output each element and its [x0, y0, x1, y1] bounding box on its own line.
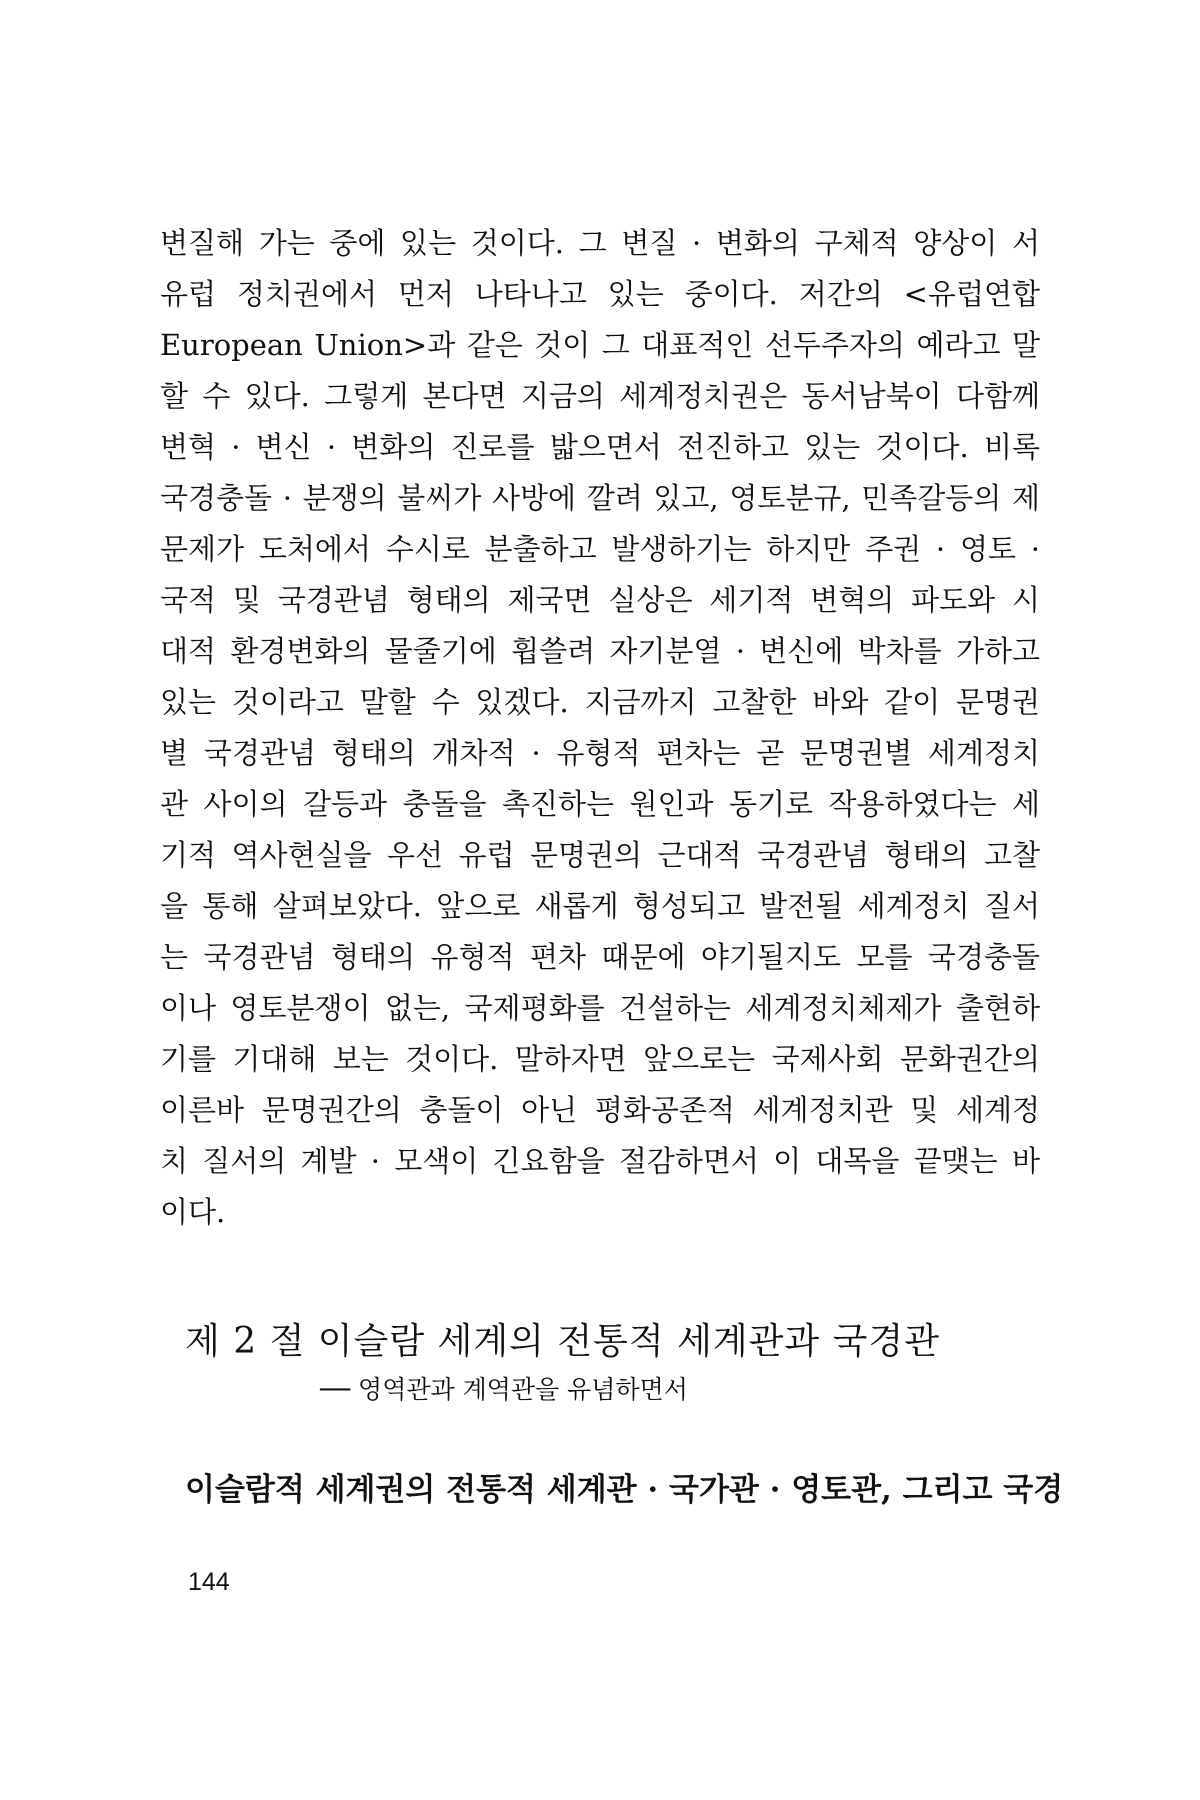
page-number: 144	[188, 1568, 230, 1596]
body-line: European Union>과 같은 것이 그 대표적인 선두주자의 예라고 말	[160, 328, 1040, 362]
body-line: 국경충돌 · 분쟁의 불씨가 사방에 깔려 있고, 영토분규, 민족갈등의 제	[160, 481, 1040, 515]
body-line: 대적 환경변화의 물줄기에 휩쓸려 자기분열 · 변신에 박차를 가하고	[160, 634, 1040, 668]
body-line: 있는 것이라고 말할 수 있겠다. 지금까지 고찰한 바와 같이 문명권	[160, 685, 1040, 719]
body-line: 변혁 · 변신 · 변화의 진로를 밟으면서 전진하고 있는 것이다. 비록	[160, 430, 1040, 464]
subsection-heading: 이슬람적 세계권의 전통적 세계관 · 국가관 · 영토관, 그리고 국경	[185, 1472, 1064, 1508]
body-line: 별 국경관념 형태의 개차적 · 유형적 편차는 곧 문명권별 세계정치	[160, 736, 1040, 770]
body-line: 치 질서의 계발 · 모색이 긴요함을 절감하면서 이 대목을 끝맺는 바	[160, 1144, 1040, 1178]
body-line: 기적 역사현실을 우선 유럽 문명권의 근대적 국경관념 형태의 고찰	[160, 838, 1040, 872]
body-line: 이른바 문명권간의 충돌이 아닌 평화공존적 세계정치관 및 세계정	[160, 1093, 1040, 1127]
body-line: 이나 영토분쟁이 없는, 국제평화를 건설하는 세계정치체제가 출현하	[160, 991, 1040, 1025]
body-line: 기를 기대해 보는 것이다. 말하자면 앞으로는 국제사회 문화권간의	[160, 1042, 1040, 1076]
body-line: 문제가 도처에서 수시로 분출하고 발생하기는 하지만 주권 · 영토 ·	[160, 532, 1040, 566]
body-line: 변질해 가는 중에 있는 것이다. 그 변질 · 변화의 구체적 양상이 서	[160, 226, 1040, 260]
body-line: 을 통해 살펴보았다. 앞으로 새롭게 형성되고 발전될 세계정치 질서	[160, 889, 1040, 923]
section-subtitle: ── 영역관과 계역관을 유념하면서	[320, 1375, 688, 1404]
body-line: 국적 및 국경관념 형태의 제국면 실상은 세기적 변혁의 파도와 시	[160, 583, 1040, 617]
body-line: 이다.	[160, 1195, 226, 1229]
body-line: 는 국경관념 형태의 유형적 편차 때문에 야기될지도 모를 국경충돌	[160, 940, 1040, 974]
body-line: 할 수 있다. 그렇게 본다면 지금의 세계정치권은 동서남북이 다함께	[160, 379, 1040, 413]
body-paragraph	[160, 218, 1040, 1238]
body-line: 관 사이의 갈등과 충돌을 촉진하는 원인과 동기로 작용하였다는 세	[160, 787, 1040, 821]
section-title: 제 2 절 이슬람 세계의 전통적 세계관과 국경관	[185, 1321, 940, 1362]
section-heading	[185, 1318, 1045, 1408]
body-line: 유럽 정치권에서 먼저 나타나고 있는 중이다. 저간의 <유럽연합	[160, 277, 1040, 311]
